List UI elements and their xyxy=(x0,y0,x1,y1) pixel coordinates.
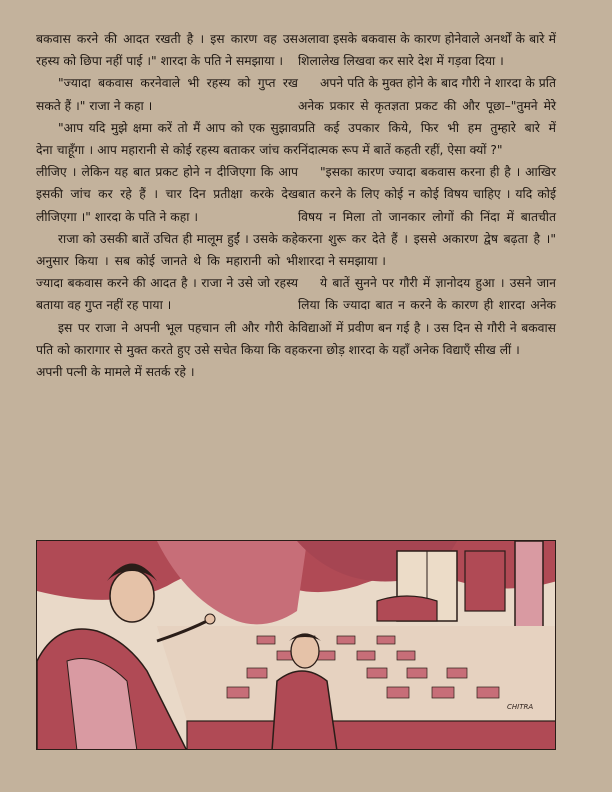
paragraph: राजा को उसकी बातें उचित ही मालूम हुईं । उसके कहे अनुसार किया । सब कोई जानते थे कि महारानी को भी ज्यादा बकवास करने की आदत है । राजा ने उसे जो रहस्य बताया वह गुप्त नहीं रह पाया । xyxy=(36,231,298,313)
door xyxy=(465,551,505,611)
carpet xyxy=(187,721,556,750)
left-text-column xyxy=(36,28,298,383)
paragraph: इस पर राजा ने अपनी भूल पहचान ली और गौरी के पति को कारागार से मुक्त करते हुए उसे सचेत किया कि वह अपनी पत्नी के मामले में सतर्क रहे । xyxy=(36,320,298,380)
tiled-floor xyxy=(157,626,556,721)
paragraph: "ज्यादा बकवास करनेवाले भी रहस्य को गुप्त रख सकते हैं ।" राजा ने कहा । xyxy=(36,76,298,113)
paragraph: बकवास करने की आदत रखती है । इस कारण वह उस रहस्य को छिपा नहीं पाई ।" शारदा के पति ने समझाया । xyxy=(36,32,298,69)
right-text-column xyxy=(298,28,556,361)
palace-scene-drawing xyxy=(37,541,556,750)
cushion-seat xyxy=(377,596,437,621)
paragraph: "इसका कारण ज्यादा बकवास करना ही है । आखिर बात करने के लिए कोई न कोई विषय चाहिए । यदि कोई विषय न मिला तो जानकार लोगों की निंदा में बातचीत करना शुरू कर देते हैं । इससे अकारण द्वेष बढ़ता है ।" शारदा ने समझाया । xyxy=(298,165,556,269)
artist-signature: CHITRA xyxy=(507,703,534,711)
paragraph: "आप यदि मुझे क्षमा करें तो मैं आप को एक सुझाव देना चाहूँगा । आप महारानी से कोई रहस्य बताकर जांच कर लीजिए । लेकिन यह बात प्रकट होने न दीजिएगा कि आप इसकी जांच कर रहे हैं । चार दिन प्रतीक्षा करके देख लीजिएगा ।" शारदा के पति ने कहा । xyxy=(36,120,298,224)
paragraph: अलावा इसके बकवास के कारण होनेवाले अनर्थों के बारे में शिलालेख लिखवा कर सारे देश में गड़वा दिया । xyxy=(298,32,556,69)
paragraph: अपने पति के मुक्त होने के बाद गौरी ने शारदा के प्रति अनेक प्रकार से कृतज्ञता प्रकट की और पूछा–"तुमने मेरे प्रति कई उपकार किये, फिर भी हम तुम्हारे बारे में निंदात्मक रूप में बातें कहती रहीं, ऐसा क्यों ?" xyxy=(298,76,556,158)
paragraph: ये बातें सुनने पर गौरी में ज्ञानोदय हुआ । उसने जान लिया कि ज्यादा बात न करने के कारण ही शारदा अनेक विद्याओं में प्रवीण बन गई है । उस दिन से गौरी ने बकवास करना छोड़ शारदा के यहाँ अनेक विद्याएँ सीख लीं । xyxy=(298,276,556,357)
story-illustration xyxy=(36,540,556,750)
